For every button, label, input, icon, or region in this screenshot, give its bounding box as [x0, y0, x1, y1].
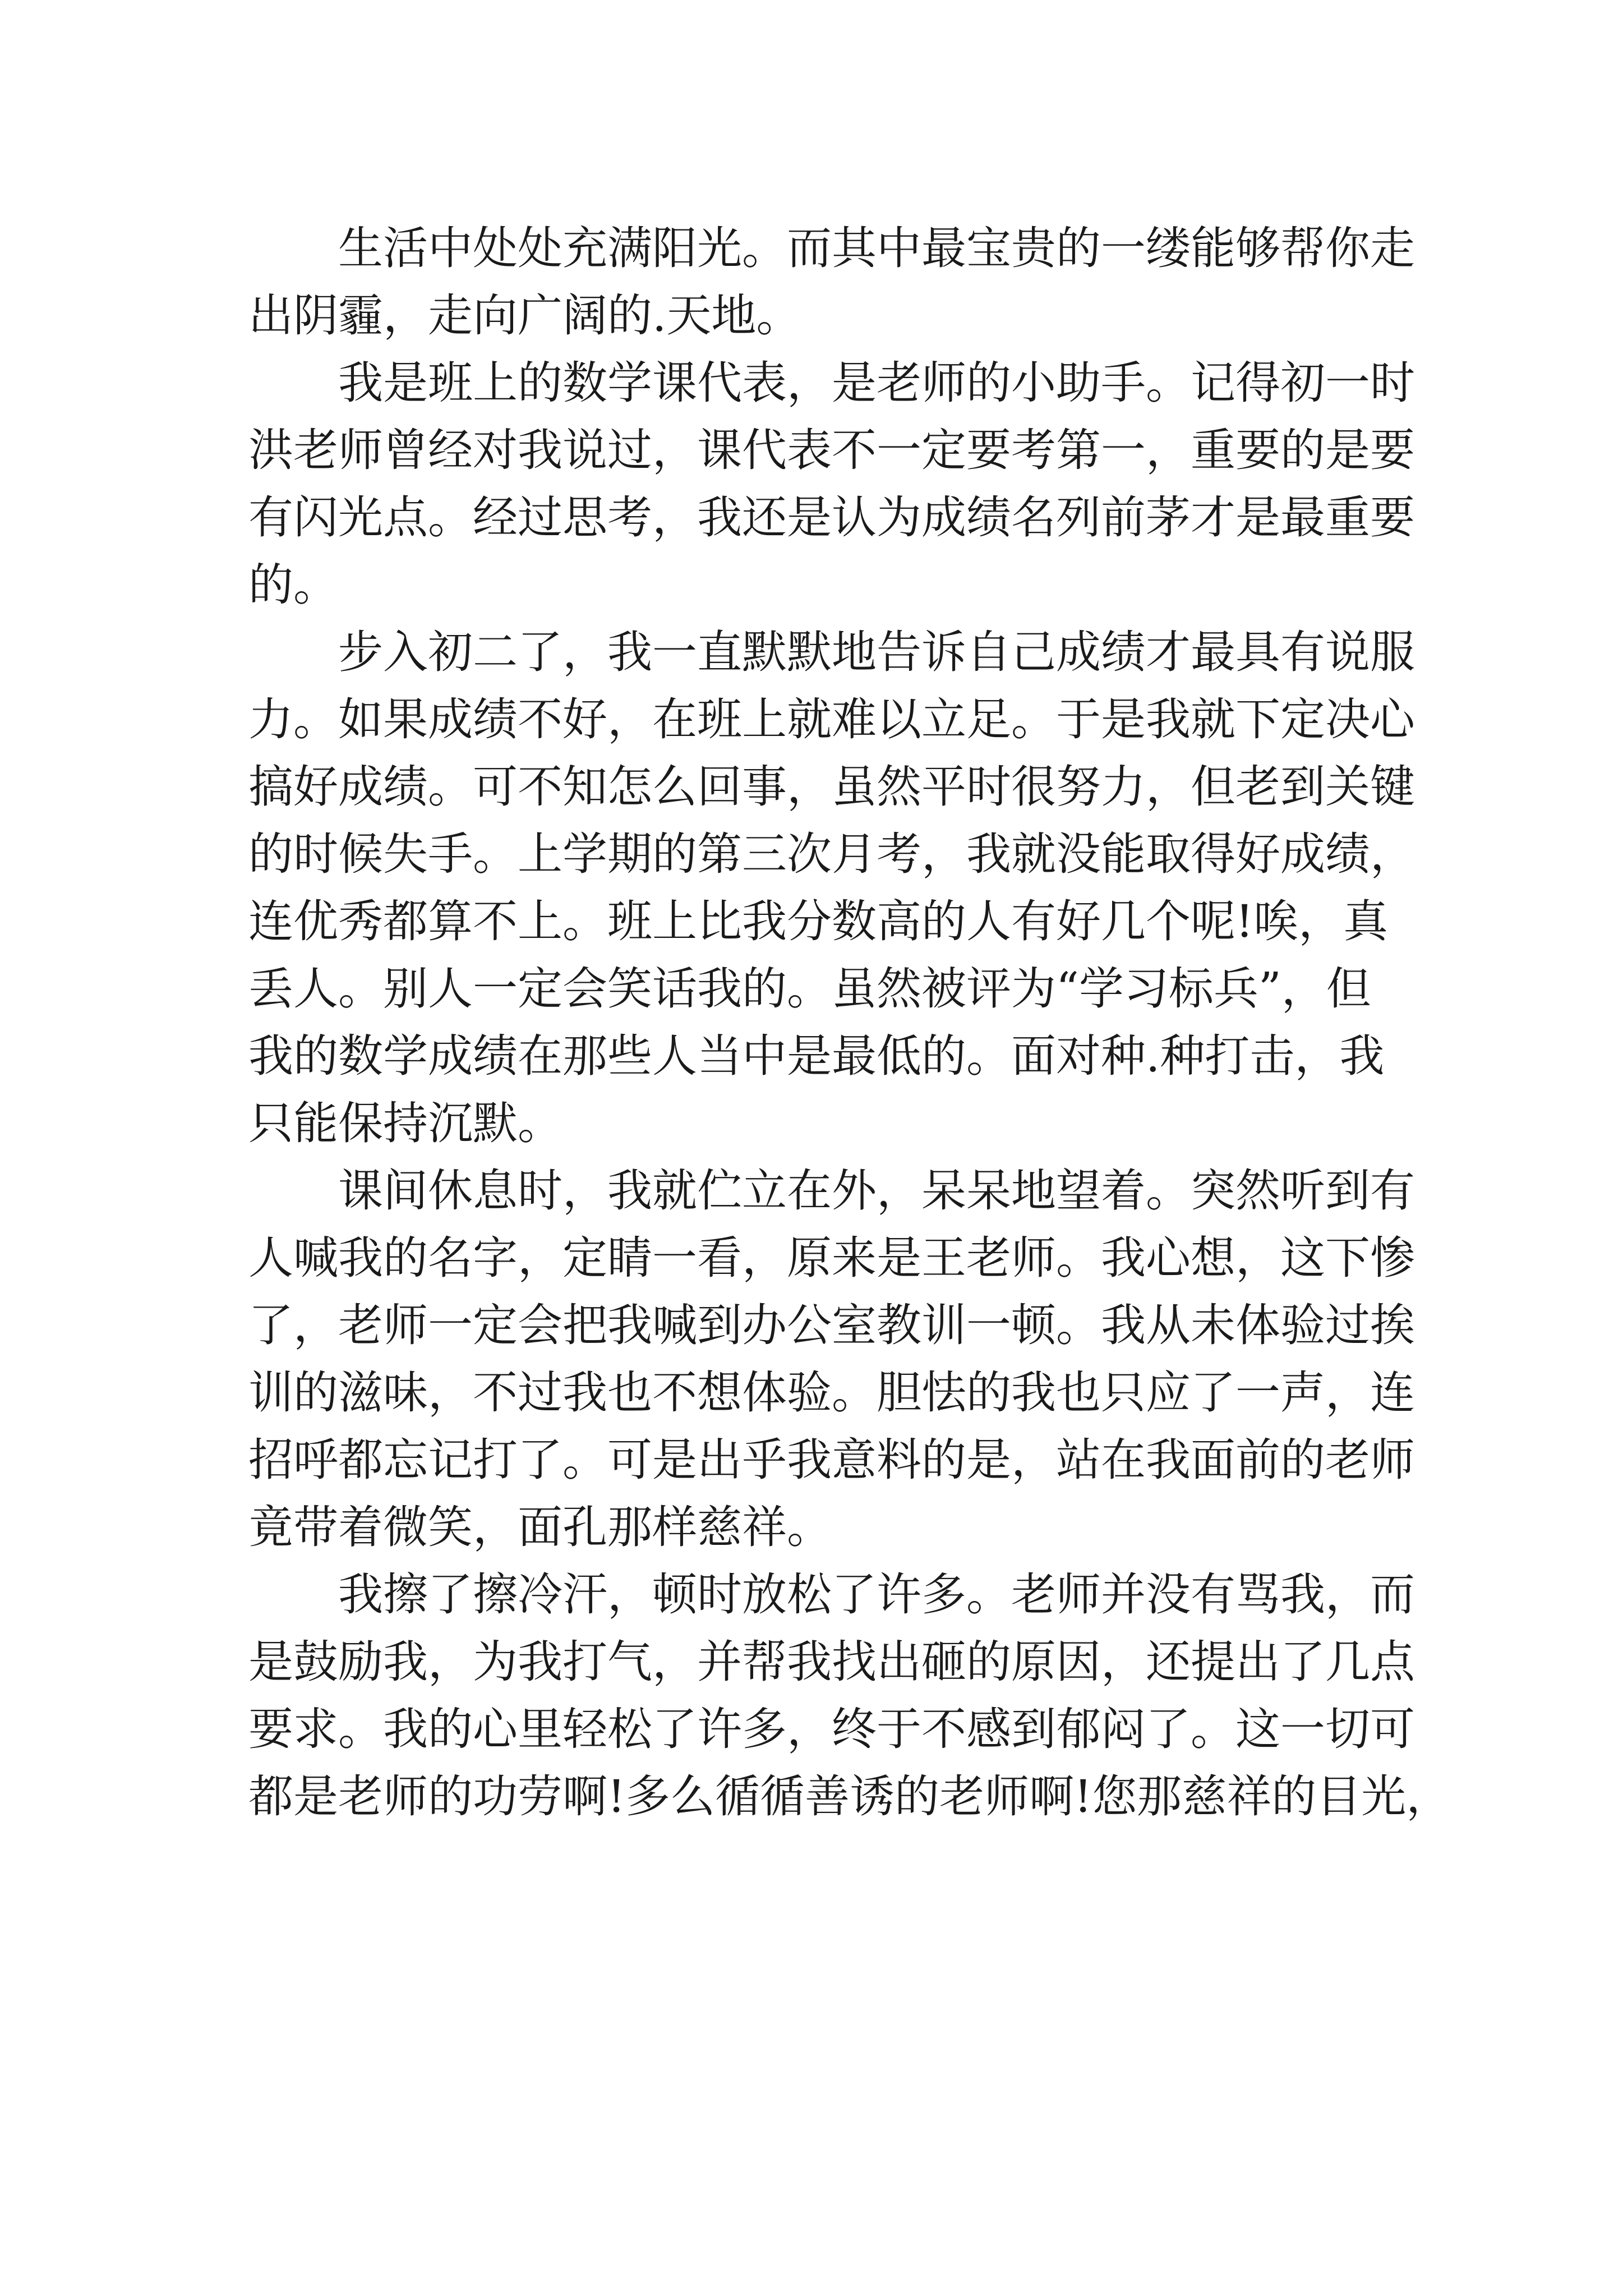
paragraph-2-line-4: 的。: [248, 559, 338, 611]
paragraph-4-line-1: 课间休息时，我就伫立在外，呆呆地望着。突然听到有: [338, 1165, 1415, 1217]
paragraph-5-line-3: 要求。我的心里轻松了许多，终于不感到郁闷了。这一切可: [248, 1703, 1415, 1755]
paragraph-5-line-1: 我擦了擦冷汗，顿时放松了许多。老师并没有骂我，而: [338, 1568, 1415, 1621]
paragraph-3-line-2: 力。如果成绩不好，在班上就难以立足。于是我就下定决心: [248, 693, 1415, 746]
paragraph-3-line-4: 的时候失手。上学期的第三次月考，我就没能取得好成绩，: [248, 828, 1415, 880]
paragraph-3-line-8: 只能保持沉默。: [248, 1097, 562, 1149]
paragraph-4-line-4: 训的滋味，不过我也不想体验。胆怯的我也只应了一声，连: [248, 1366, 1415, 1419]
paragraph-1-line-2: 出阴霾，走向广阔的.天地。: [248, 289, 801, 342]
paragraph-4-line-3: 了，老师一定会把我喊到办公室教训一顿。我从未体验过挨: [248, 1299, 1415, 1351]
paragraph-3-line-7: 我的数学成绩在那些人当中是最低的。面对种.种打击，我: [248, 1030, 1385, 1082]
paragraph-3-line-3: 搞好成绩。可不知怎么回事，虽然平时很努力，但老到关键: [248, 761, 1415, 813]
paragraph-2-line-2: 洪老师曾经对我说过，课代表不一定要考第一，重要的是要: [248, 424, 1415, 476]
paragraph-4-line-5: 招呼都忘记打了。可是出乎我意料的是，站在我面前的老师: [248, 1434, 1415, 1486]
paragraph-3-line-5: 连优秀都算不上。班上比我分数高的人有好几个呢!唉，真: [248, 895, 1389, 947]
paragraph-5-line-4: 都是老师的功劳啊!多么循循善诱的老师啊!您那慈祥的目光，: [248, 1770, 1451, 1823]
paragraph-3-line-6: 丢人。别人一定会笑话我的。虽然被评为“学习标兵”，但: [248, 963, 1371, 1015]
paragraph-5-line-2: 是鼓励我，为我打气，并帮我找出砸的原因，还提出了几点: [248, 1636, 1415, 1688]
paragraph-2-line-3: 有闪光点。经过思考，我还是认为成绩名列前茅才是最重要: [248, 491, 1415, 544]
paragraph-1-line-1: 生活中处处充满阳光。而其中最宝贵的一缕能够帮你走: [338, 222, 1415, 274]
paragraph-3-line-1: 步入初二了，我一直默默地告诉自己成绩才最具有说服: [338, 626, 1415, 678]
paragraph-2-line-1: 我是班上的数学课代表，是老师的小助手。记得初一时: [338, 357, 1415, 409]
paragraph-4-line-6: 竟带着微笑，面孔那样慈祥。: [248, 1501, 832, 1553]
paragraph-4-line-2: 人喊我的名字，定睛一看，原来是王老师。我心想，这下惨: [248, 1232, 1415, 1284]
